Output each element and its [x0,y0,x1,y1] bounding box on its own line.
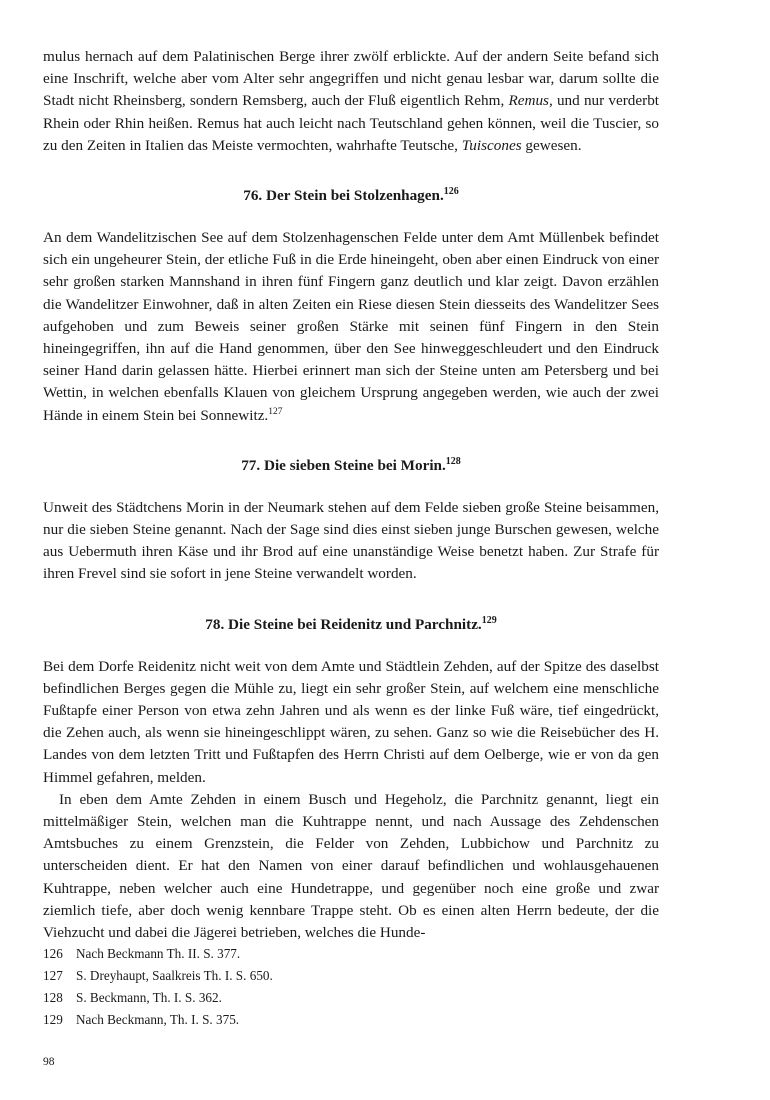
footnotes [43,943,659,1031]
footnote-ref-128: 128 [445,455,461,467]
footnote-ref-126: 126 [443,186,459,198]
section-76-paragraph: An dem Wandelitzischen See auf dem Stolzenhagenschen Felde unter dem Amt Müllenbek befindet sich ein ungeheurer Stein, der etliche Fuß in die Erde hineingeht, oben aber einen Eindruck von einer sehr großen starken Mannshand in ihren fünf Fingern ganz deutlich und klar zeigt. Davon erzählen die Wandelitzer Einwohner, daß in alten Zeiten ein Riese diesen Stein diesseits des Wandelitzer Sees aufgehoben und zum Beweis seiner großen Stärke mit seinen fünf Fingern in den Stein hineingegriffen, ihn auf die Hand genommen, über den See hinweggeschleudert und den Eindruck seiner Hand darin gelassen hätte. Hierbei erinnert man sich der Steine unten am Petersberg und bei Wettin, in welchen ebenfalls Klauen von gleichem Ursprung angegeben werden, wie auch der zwei Hände in einem Stein bei Sonnewitz.$^{127}$ [43,229,659,424]
section-title-78: 78. Die Steine bei Reidenitz und Parchnitz.$^{129}$ [205,614,497,633]
intro-paragraph: mulus hernach auf dem Palatinischen Berge ihrer zwölf erblickte. Auf der andern Seite befand sich eine Inschrift, welche aber vom Alter sehr angegriffen und nicht genau lesbar war, darum sollte die Stadt nicht Rheinsberg, sondern Remsberg, auch der Fluß eigentlich Rehm, Remus, und nur verderbt Rhein oder Rhin heißen. Remus hat auch leicht nach Teutschland gehen können, weil die Tuscier, so zu den Zeiten in Italien das Meiste vermochten, wahrhafte Teutsche, Tuiscones gewesen. [43,48,660,154]
footnote-127: 127 S. Dreyhaupt, Saalkreis Th. I. S. 650. [43,968,273,983]
footnote-126: 126 Nach Beckmann Th. II. S. 377. [43,946,241,961]
page-number: 98 [43,1056,55,1068]
page-body [43,46,659,944]
italic-remus: Remus, [508,92,553,110]
footnote-128: 128 S. Beckmann, Th. I. S. 362. [43,990,222,1005]
footnote-ref-129: 129 [481,614,497,626]
section-title-76: 76. Der Stein bei Stolzenhagen.$^{126}$ [243,186,459,205]
footnote-ref-127: 127 [268,406,283,417]
section-title-77: 77. Die sieben Steine bei Morin.$^{128}$ [241,455,461,474]
italic-tuiscones: Tuiscones [461,136,522,154]
section-78-paragraph-1: Bei dem Dorfe Reidenitz nicht weit von dem Amte und Städtlein Zehden, auf der Spitze des daselbst befindlichen Berges gegen die Mühle zu, liegt ein sehr großer Stein, auf welchem eine menschliche Fußtapfe einer Person von etwa zehn Jahren und als wenn es der linke Fuß wäre, tief eingedrückt, die Zehen auch, als wenn sie hineingeschlippt wären, zu sehen. Ganz so wie die Reisebücher des H. Landes von dem letzten Tritt und Fußtapfen des Herrn Christi auf dem Oelberge, wie er von da gen Himmel gefahren, melden. [43,657,659,786]
section-77-paragraph: Unweit des Städtchens Morin in der Neumark stehen auf dem Felde sieben große Steine beisammen, nur die sieben Steine genannt. Nach der Sage sind dies einst sieben junge Burschen gewesen, welche aus Uebermuth ihren Käse und ihr Brod auf eine unanständige Weise benetzt haben. Zur Strafe für ihren Frevel sind sie sofort in jene Steine verwandelt worden. [43,498,659,583]
section-78-paragraph-2: In eben dem Amte Zehden in einem Busch und Hegeholz, die Parchnitz genannt, liegt ein mittelmäßiger Stein, welchen man die Kuhtrappe nennt, und nach Aussage des Zehdenschen Amtsbuches zu einem Grenzstein, die Felder von Zehden, Lubbichow und Parchnitz zu unterscheiden dient. Er hat den Namen von einer darauf befindlichen und wohlausgehauenen Kuhtrappe, neben welcher auch eine Hundetrappe, und gegenüber noch eine große und zwar ziemlich tiefe, aber doch wenig kennbare Trappe steht. Ob es einen alten Herrn bedeute, der die Viehzucht und dabei die Jägerei betrieben, welches die Hunde- [43,790,659,942]
footnote-129: 129 Nach Beckmann, Th. I. S. 375. [43,1012,240,1027]
